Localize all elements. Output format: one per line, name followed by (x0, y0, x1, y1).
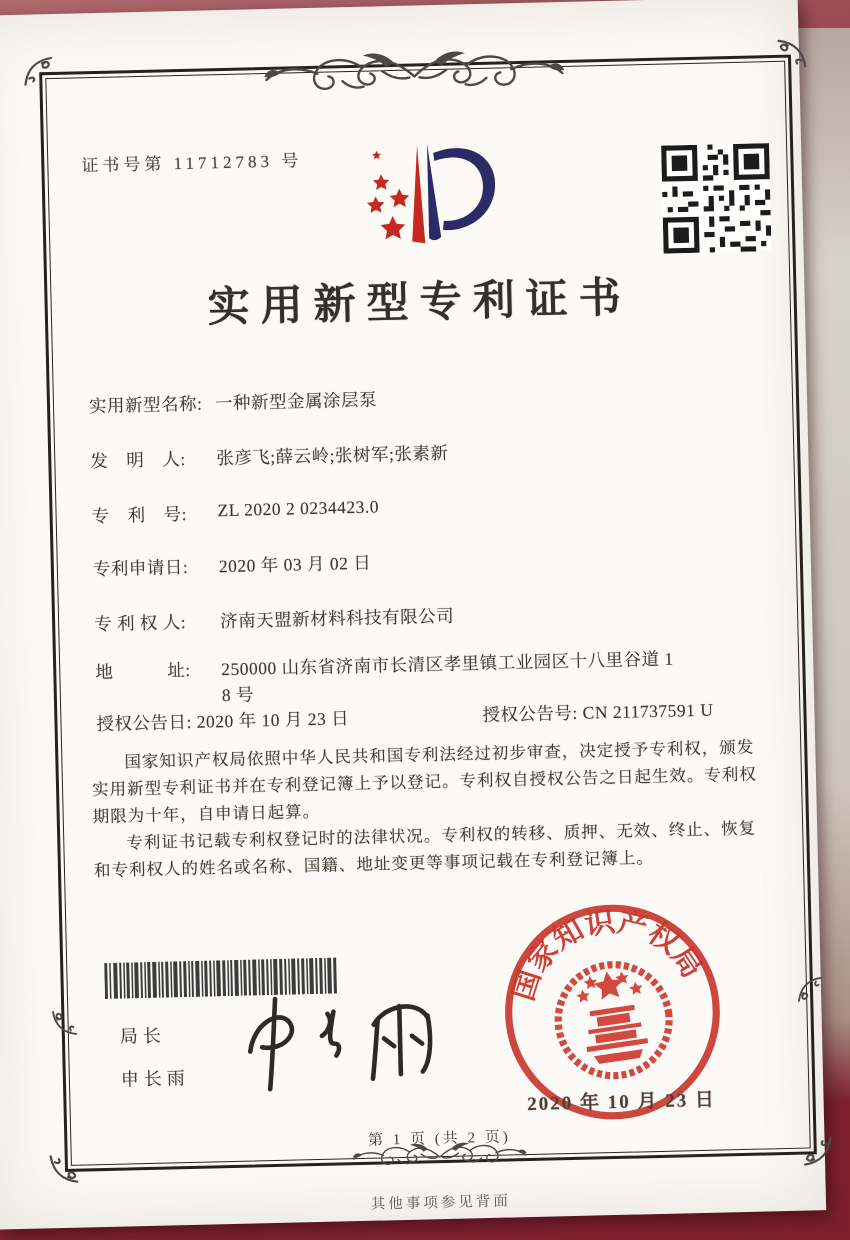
page-indicator: 第 1 页 (共 2 页) (367, 1129, 511, 1149)
legal-text (91, 733, 772, 884)
field-label: 实用新型名称: (88, 393, 203, 417)
back-note: 其他事项参见背面 (370, 1193, 512, 1213)
field-label: 地 址: (95, 659, 191, 683)
qr-code (661, 143, 772, 254)
field-label: 专利申请日: (92, 556, 189, 580)
corner-flourish-icon (23, 56, 54, 87)
corner-flourish-icon (49, 1154, 80, 1185)
top-flourish-ornament (261, 46, 568, 97)
field-label: 专 利 权 人: (93, 611, 187, 635)
grant-date-label: 授权公告日: (96, 711, 193, 735)
field-value: 张彦飞;薛云岭;张树军;张素新 (216, 442, 449, 469)
field-label: 专 利 号: (91, 503, 188, 527)
corner-flourish-icon (777, 38, 808, 69)
certificate-title: 实用新型专利证书 (207, 275, 633, 332)
seal-org-text: 国家知识产权局 (507, 906, 708, 1005)
grant-no-value: CN 211737591 U (582, 699, 714, 723)
cnipa-logo-icon (331, 137, 504, 269)
field-value: 2020 年 03 月 02 日 (218, 552, 372, 577)
side-flourish-icon (797, 976, 824, 1003)
signature-icon (231, 989, 445, 1094)
side-flourish-icon (51, 1010, 78, 1037)
national-emblem-icon (551, 957, 677, 1083)
signer-name: 申长雨 (120, 1068, 191, 1090)
legal-paragraph: 国家知识产权局依照中华人民共和国专利法经过初步审查，决定授予专利权，颁发实用新型专利证书并在专利登记簿上予以登记。专利权自授权公告之日起生效。专利权期限为十年，自申请日起算。 (91, 737, 758, 827)
field-value: 济南天盟新材料科技有限公司 (219, 605, 455, 632)
grant-no-label: 授权公告号: (482, 702, 579, 726)
grant-date-value: 2020 年 10 月 23 日 (196, 708, 350, 732)
legal-paragraph: 专利证书记载专利权登记时的法律状况。专利权的转移、质押、无效、终止、恢复和专利权人的姓名或名称、国籍、地址变更等事项记载在专利登记簿上。 (93, 818, 757, 881)
signer-block (120, 1021, 191, 1092)
certificate-number: 证书号第 11712783 号 (81, 151, 303, 176)
field-value: ZL 2020 2 0234423.0 (217, 496, 380, 521)
corner-flourish-icon (802, 1136, 833, 1167)
field-label: 发 明 人: (90, 448, 186, 472)
field-value: 250000 山东省济南市长清区孝里镇工业园区十八里谷道 1 8 号 (221, 648, 674, 706)
field-value: 一种新型金属涂层泵 (214, 389, 378, 414)
signer-title: 局长 (119, 1025, 167, 1047)
seal-date: 2020 年 10 月 23 日 (526, 1089, 717, 1116)
